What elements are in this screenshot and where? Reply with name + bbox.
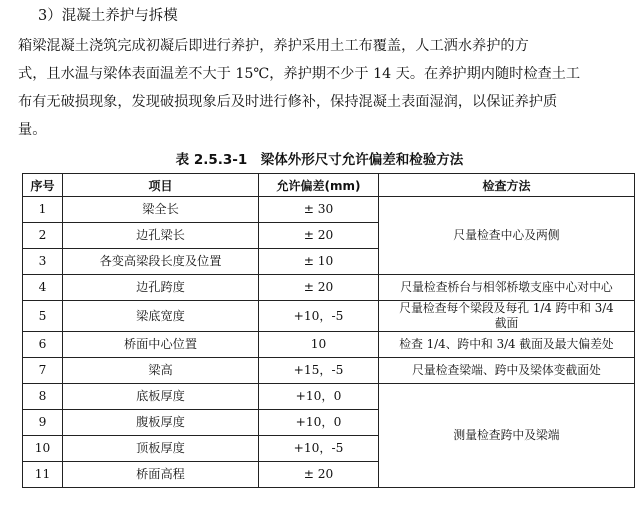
header-item: 项目 [63,174,259,197]
row-tolerance: ± 30 [259,197,379,223]
table-caption: 表 2.5.3-1 梁体外形尺寸允许偏差和检验方法 [175,152,464,168]
row-item: 顶板厚度 [63,436,259,462]
table-header-row [23,174,635,197]
row-item: 各变高梁段长度及位置 [63,249,259,275]
table-row [23,384,635,410]
paragraph-line: 量。 [18,122,47,138]
row-item: 梁底宽度 [63,301,259,332]
row-no: 1 [23,197,63,223]
row-no: 6 [23,332,63,358]
row-tolerance: ± 10 [259,249,379,275]
row-item: 桥面高程 [63,462,259,488]
row-tolerance: ± 20 [259,462,379,488]
row-no: 5 [23,301,63,332]
row-no: 2 [23,223,63,249]
row-item: 梁高 [63,358,259,384]
row-no: 8 [23,384,63,410]
row-tolerance: +10，0 [259,384,379,410]
row-no: 7 [23,358,63,384]
row-item: 边孔跨度 [63,275,259,301]
row-method: 尺量检查桥台与相邻桥墩支座中心对中心 [379,275,635,301]
curing-paragraph [18,32,630,144]
row-item: 梁全长 [63,197,259,223]
row-tolerance: ± 20 [259,223,379,249]
row-no: 9 [23,410,63,436]
row-no: 4 [23,275,63,301]
row-no: 11 [23,462,63,488]
header-tolerance: 允许偏差(mm) [259,174,379,197]
row-tolerance: ± 20 [259,275,379,301]
row-tolerance: 10 [259,332,379,358]
row-tolerance: +10，-5 [259,301,379,332]
table-row [23,197,635,223]
row-method: 检查 1/4、跨中和 3/4 截面及最大偏差处 [379,332,635,358]
row-tolerance: +10，0 [259,410,379,436]
row-tolerance: +10，-5 [259,436,379,462]
method-line: 截面 [494,316,519,330]
paragraph-line: 箱梁混凝土浇筑完成初凝后即进行养护，养护采用土工布覆盖，人工洒水养护的方 [18,38,529,54]
row-method: 尺量检查梁端、跨中及梁体变截面处 [379,358,635,384]
row-item: 底板厚度 [63,384,259,410]
row-method: 测量检查跨中及梁端 [379,384,635,488]
row-no: 3 [23,249,63,275]
table-row [23,358,635,384]
row-item: 边孔梁长 [63,223,259,249]
row-item: 腹板厚度 [63,410,259,436]
table-row [23,301,635,332]
header-method: 检查方法 [379,174,635,197]
header-no: 序号 [23,174,63,197]
row-tolerance: +15，-5 [259,358,379,384]
method-line: 尺量检查每个梁段及每孔 1/4 跨中和 3/4 [399,301,614,315]
row-method [379,301,635,332]
row-method: 尺量检查中心及两侧 [379,197,635,275]
paragraph-line: 式，且水温与梁体表面温差不大于 15℃，养护期不少于 14 天。在养护期内随时检查土工 [18,66,581,82]
section-heading: 3）混凝土养护与拆模 [38,8,178,24]
paragraph-line: 布有无破损现象，发现破损现象后及时进行修补，保持混凝土表面湿润，以保证养护质 [18,94,558,110]
row-item: 桥面中心位置 [63,332,259,358]
row-no: 10 [23,436,63,462]
table-row [23,275,635,301]
tolerance-table [22,173,635,488]
table-row [23,332,635,358]
